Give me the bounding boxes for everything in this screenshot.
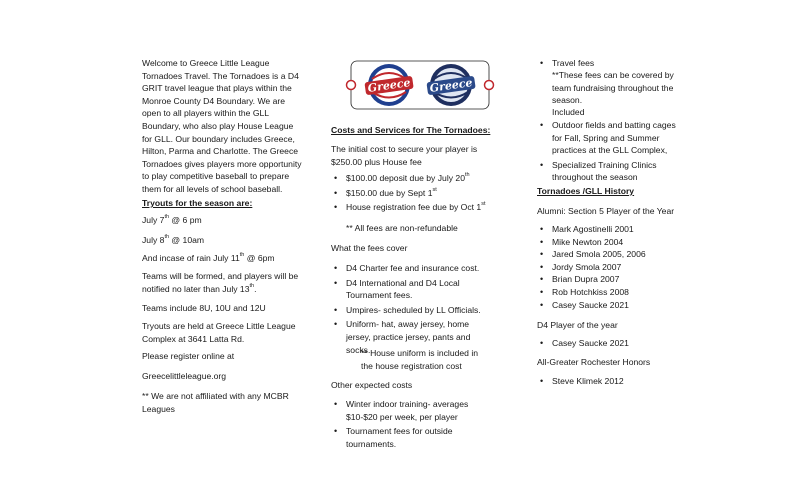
payment-house: • House registration fee due by Oct 1st	[331, 201, 486, 214]
list-item: • Travel fees	[537, 57, 679, 70]
d4-heading: D4 Player of the year	[537, 320, 618, 330]
costs-heading: Costs and Services for The Tornadoes:	[331, 125, 491, 135]
included-label: Included	[552, 107, 585, 117]
register-text: Please register online at	[142, 351, 235, 361]
list-item: • Brian Dupra 2007	[537, 273, 679, 286]
rain-date: And incase of rain July 11th @ 6pm	[142, 252, 275, 263]
other-costs-heading: Other expected costs	[331, 380, 413, 390]
list-item: • Umpires- scheduled by LL Officials.	[331, 304, 491, 317]
fees-cover-heading: What the fees cover	[331, 243, 408, 253]
tryout-location: Tryouts are held at Greece Little League Complex at 3641 Latta Rd.	[142, 321, 296, 344]
tryout-date-2: July 8th @ 10am	[142, 234, 205, 245]
list-item: • Jordy Smola 2007	[537, 261, 679, 274]
alumni-list	[537, 223, 679, 311]
history-heading: Tornadoes /GLL History	[537, 186, 635, 196]
d4-list	[537, 337, 679, 350]
list-item: • Tournament fees for outside tournaments.	[331, 425, 491, 450]
right-ring-icon	[485, 81, 494, 90]
included-list	[537, 119, 679, 184]
alumni-heading: Alumni: Section 5 Player of the Year	[537, 206, 675, 216]
travel-fees-list	[537, 57, 679, 70]
list-item: • Outdoor fields and batting cages for Fall, Spring and Summer practices at the GLL Complex,	[537, 119, 679, 157]
nonrefund-note: ** All fees are non-refundable	[346, 223, 458, 233]
fees-cover-list	[331, 262, 491, 356]
list-item: • Casey Saucke 2021	[537, 299, 679, 312]
travel-fees-note: **These fees can be covered by team fundraising throughout the season.	[552, 70, 674, 106]
svg-text:Greece: Greece	[366, 76, 412, 95]
list-item: • D4 Charter fee and insurance cost.	[331, 262, 491, 275]
payment-list	[331, 172, 499, 214]
left-baseball-logo	[364, 64, 413, 106]
list-item: • Mike Newton 2004	[537, 236, 679, 249]
list-item: • Winter indoor training- averages $10-$20 per week, per player	[331, 398, 491, 423]
allgreater-heading: All-Greater Rochester Honors	[537, 357, 651, 367]
teams-include: Teams include 8U, 10U and 12U	[142, 303, 266, 313]
list-item: • D4 International and D4 Local Tournament fees.	[331, 277, 491, 302]
tryouts-heading: Tryouts for the season are:	[142, 198, 253, 208]
tryout-date-1: July 7th @ 6 pm	[142, 214, 202, 225]
uniform-note: ** House uniform is included in the house registration cost	[361, 348, 479, 371]
team-logos-banner	[345, 59, 495, 111]
svg-text:Greece: Greece	[428, 76, 474, 95]
payment-second: • $150.00 due by Sept 1st	[331, 187, 499, 200]
website-link[interactable]: Greecelittleleague.org	[142, 371, 227, 381]
list-item: • Uniform- hat, away jersey, home jersey, practice jersey, pants and socks.	[331, 318, 491, 356]
list-item: • Rob Hotchkiss 2008	[537, 286, 679, 299]
disclaimer: ** We are not affiliated with any MCBR Leagues	[142, 391, 289, 414]
teams-formed: Teams will be formed, and players will be notified no later than July 13th.	[142, 271, 299, 294]
list-item: • Steve Klimek 2012	[537, 375, 679, 388]
list-item: • Specialized Training Clinics throughout the season	[537, 159, 679, 184]
intro-paragraph: Welcome to Greece Little League Tornadoes Travel. The Tornadoes is a D4 GRIT travel league that plays within the Monroe County D4 Boundary. We are open to all players within the GLL Boundary, who also play House League for GLL. Our boundary includes Greece, Hilton, Parma and Charlotte. The Greece Tornadoes gives players more opportunity to play competitive baseball to prepare them for all levels of school baseball.	[142, 58, 302, 194]
other-costs-list	[331, 398, 491, 450]
allgreater-list	[537, 375, 679, 388]
list-item: • Mark Agostinelli 2001	[537, 223, 679, 236]
right-baseball-logo	[426, 64, 475, 106]
list-item: • Jared Smola 2005, 2006	[537, 248, 679, 261]
list-item: • Casey Saucke 2021	[537, 337, 679, 350]
left-ring-icon	[347, 81, 356, 90]
payment-deposit: • $100.00 deposit due by July 20th	[331, 172, 499, 185]
initial-cost: The initial cost to secure your player is $250.00 plus House fee	[331, 144, 478, 167]
